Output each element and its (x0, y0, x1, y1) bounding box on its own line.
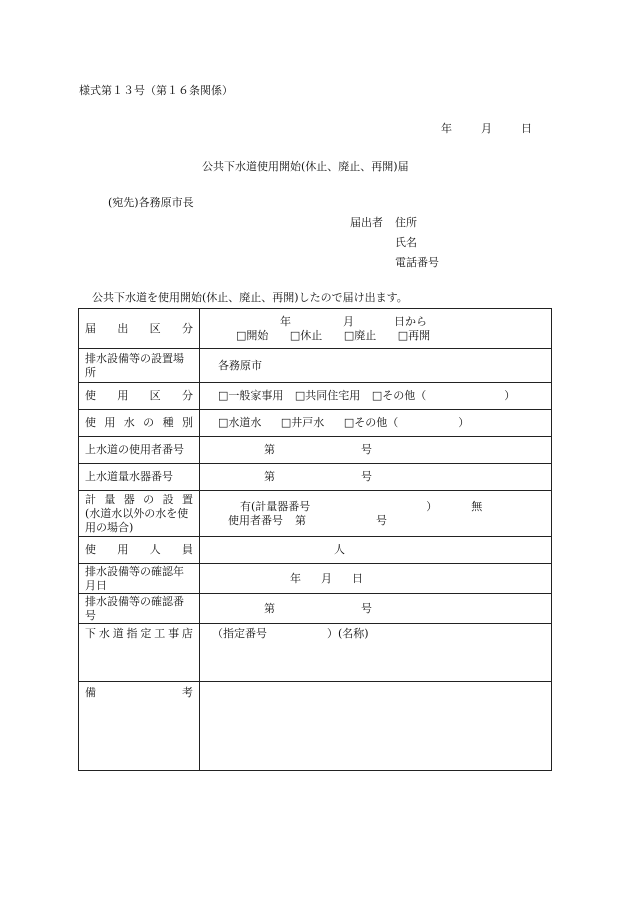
checkbox-household[interactable]: □一般家事用 (218, 389, 284, 402)
value-user-number[interactable]: 第 号 (200, 437, 552, 464)
applicant-label: 届出者 (350, 216, 383, 229)
date-month: 月 (481, 122, 492, 135)
label-persons: 使 用 人 員 (79, 537, 200, 564)
checkbox-water-other[interactable]: □その他（ (343, 416, 399, 429)
value-location[interactable]: 各務原市 (200, 349, 552, 383)
value-water-type: □水道水 □井戸水 □その他（ ） (200, 410, 552, 437)
applicant-address-label: 住所 (395, 216, 417, 229)
row-contractor (79, 624, 552, 682)
applicant-name-label: 氏名 (395, 236, 417, 249)
label-confirm-date: 排水設備等の確認年月日 (79, 564, 200, 594)
value-notification-type (200, 309, 552, 349)
row-user-number (79, 437, 552, 464)
notification-form-table (78, 308, 552, 771)
checkbox-suspend[interactable]: □休止 (289, 328, 323, 342)
value-meter-number[interactable]: 第 号 (200, 464, 552, 491)
label-water-type: 使 用 水 の 種 別 (79, 410, 200, 437)
value-persons[interactable]: 人 (200, 537, 552, 564)
checkbox-apartment[interactable]: □共同住宅用 (294, 389, 361, 402)
value-meter-install: 有(計量器番号 ） 無 使用者番号 第 号 (200, 491, 552, 537)
value-contractor[interactable]: （指定番号 ）(名称) (200, 624, 552, 682)
label-user-number: 上水道の使用者番号 (79, 437, 200, 464)
date-day: 日 (521, 122, 532, 135)
start-month-label: 月 (343, 314, 354, 328)
page-title: 公共下水道使用開始(休止、廃止、再開)届 (202, 160, 409, 173)
value-usage-type: □一般家事用 □共同住宅用 □その他（ ） (200, 383, 552, 410)
row-remarks (79, 682, 552, 771)
addressee: (宛先)各務原市長 (108, 196, 194, 209)
label-location: 排水設備等の設置場所 (79, 349, 200, 383)
label-remarks: 備 考 (79, 682, 200, 771)
checkbox-resume[interactable]: □再開 (397, 328, 431, 342)
row-water-type (79, 410, 552, 437)
checkbox-abolish[interactable]: □廃止 (343, 328, 377, 342)
submission-date (441, 120, 532, 136)
date-year: 年 (441, 122, 452, 135)
meter-no-label[interactable]: 無 (471, 499, 483, 513)
label-usage-type: 使 用 区 分 (79, 383, 200, 410)
row-meter-number (79, 464, 552, 491)
checkbox-tap-water[interactable]: □水道水 (218, 416, 262, 429)
row-persons (79, 537, 552, 564)
value-remarks[interactable] (200, 682, 552, 771)
row-usage-type (79, 383, 552, 410)
form-number: 様式第１３号（第１６条関係） (79, 84, 233, 97)
row-confirm-date (79, 564, 552, 594)
row-meter-install (79, 491, 552, 537)
checkbox-start[interactable]: □開始 (236, 328, 269, 342)
meter-yes-label[interactable]: 有(計量器番号 (240, 499, 311, 513)
checkbox-well-water[interactable]: □井戸水 (280, 416, 325, 429)
label-meter-number: 上水道量水器番号 (79, 464, 200, 491)
label-confirm-number: 排水設備等の確認番号 (79, 594, 200, 624)
start-from-label: 日から (394, 314, 427, 328)
checkbox-usage-other[interactable]: □その他（ (371, 389, 427, 402)
value-confirm-date[interactable]: 年 月 日 (200, 564, 552, 594)
intro-text: 公共下水道を使用開始(休止、廃止、再開)したので届け出ます。 (92, 291, 408, 304)
row-location (79, 349, 552, 383)
value-confirm-number[interactable]: 第 号 (200, 594, 552, 624)
applicant-phone-label: 電話番号 (395, 256, 439, 269)
label-meter-install: 計 量 器 の 設 置 (水道水以外の水を使用の場合) (79, 491, 200, 537)
applicant-block (350, 213, 439, 273)
label-notification-type: 届 出 区 分 (79, 309, 200, 349)
label-contractor: 下 水 道 指 定 工 事 店 (79, 624, 200, 682)
row-confirm-number (79, 594, 552, 624)
row-notification-type (79, 309, 552, 349)
start-year-label: 年 (280, 314, 291, 328)
